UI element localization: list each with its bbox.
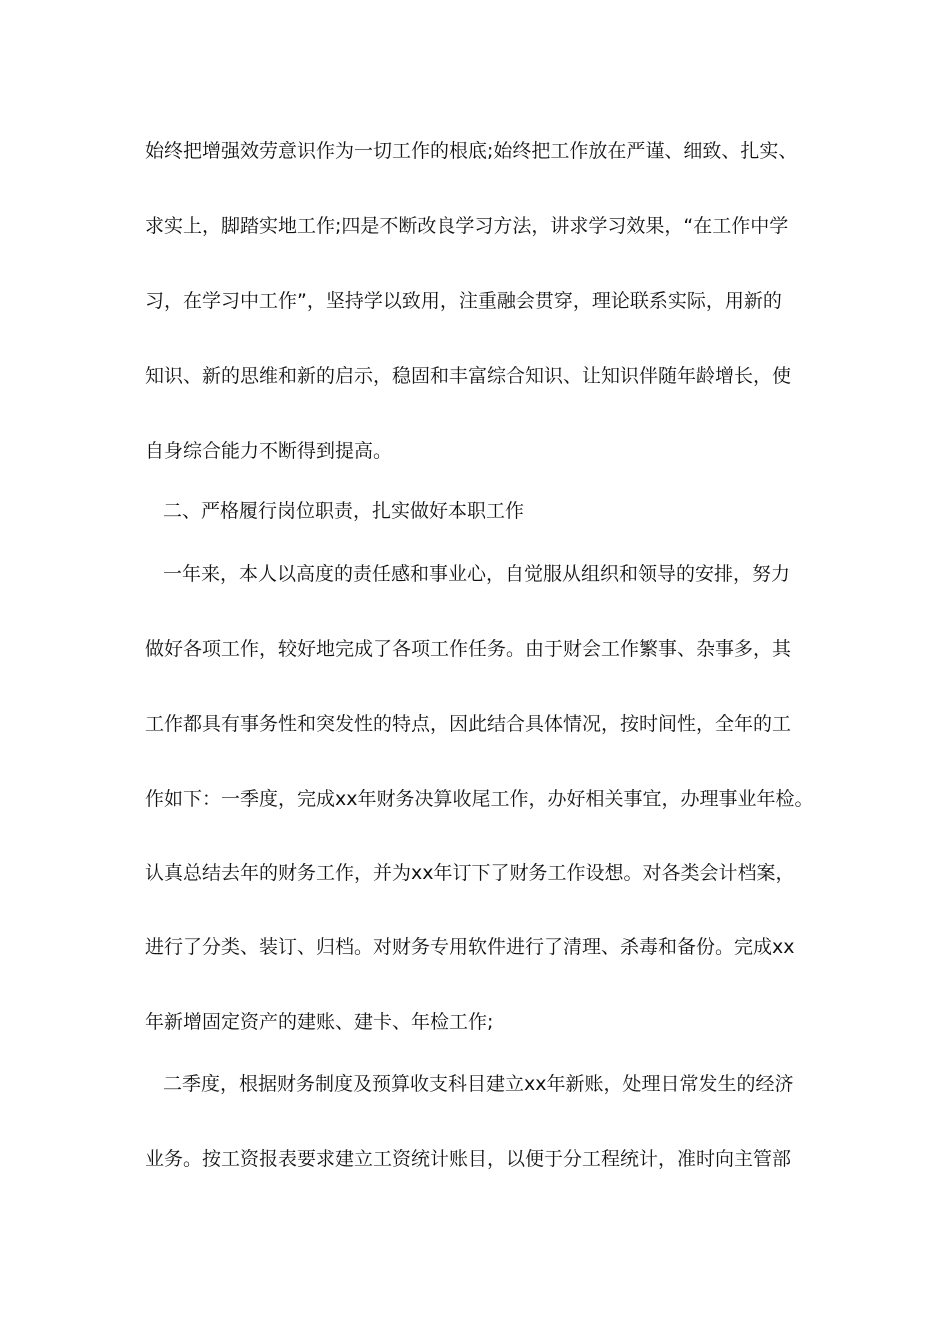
- paragraph-line: 二季度，根据财务制度及预算收支科目建立xx年新账，处理日常发生的经济: [163, 1073, 794, 1095]
- paragraph-line: 始终把增强效劳意识作为一切工作的根底;始终把工作放在严谨、细致、扎实、: [145, 140, 798, 162]
- section-heading: 二、严格履行岗位职责，扎实做好本职工作: [163, 500, 525, 522]
- paragraph-line: 求实上，脚踏实地工作;四是不断改良学习方法，讲求学习效果，“在工作中学: [145, 215, 789, 237]
- paragraph-line: 习，在学习中工作”，坚持学以致用，注重融会贯穿，理论联系实际，用新的: [145, 290, 782, 312]
- paragraph-line: 年新增固定资产的建账、建卡、年检工作;: [145, 1011, 494, 1033]
- paragraph-line: 工作都具有事务性和突发性的特点，因此结合具体情况，按时间性，全年的工: [145, 713, 792, 735]
- paragraph-line: 一年来，本人以高度的责任感和事业心，自觉服从组织和领导的安排，努力: [163, 563, 791, 585]
- paragraph-line: 知识、新的思维和新的启示，稳固和丰富综合知识、让知识伴随年龄增长，使: [145, 365, 792, 387]
- paragraph-line: 作如下：一季度，完成xx年财务决算收尾工作，办好相关事宜，办理事业年检。: [145, 788, 814, 810]
- paragraph-line: 自身综合能力不断得到提高。: [145, 440, 393, 462]
- paragraph-line: 认真总结去年的财务工作，并为xx年订下了财务工作设想。对各类会计档案，: [145, 862, 795, 884]
- paragraph-line: 进行了分类、装订、归档。对财务专用软件进行了清理、杀毒和备份。完成xx: [145, 936, 795, 958]
- paragraph-line: 做好各项工作，较好地完成了各项工作任务。由于财会工作繁事、杂事多，其: [145, 638, 792, 660]
- paragraph-line: 业务。按工资报表要求建立工资统计账目，以便于分工程统计，准时向主管部: [145, 1148, 792, 1170]
